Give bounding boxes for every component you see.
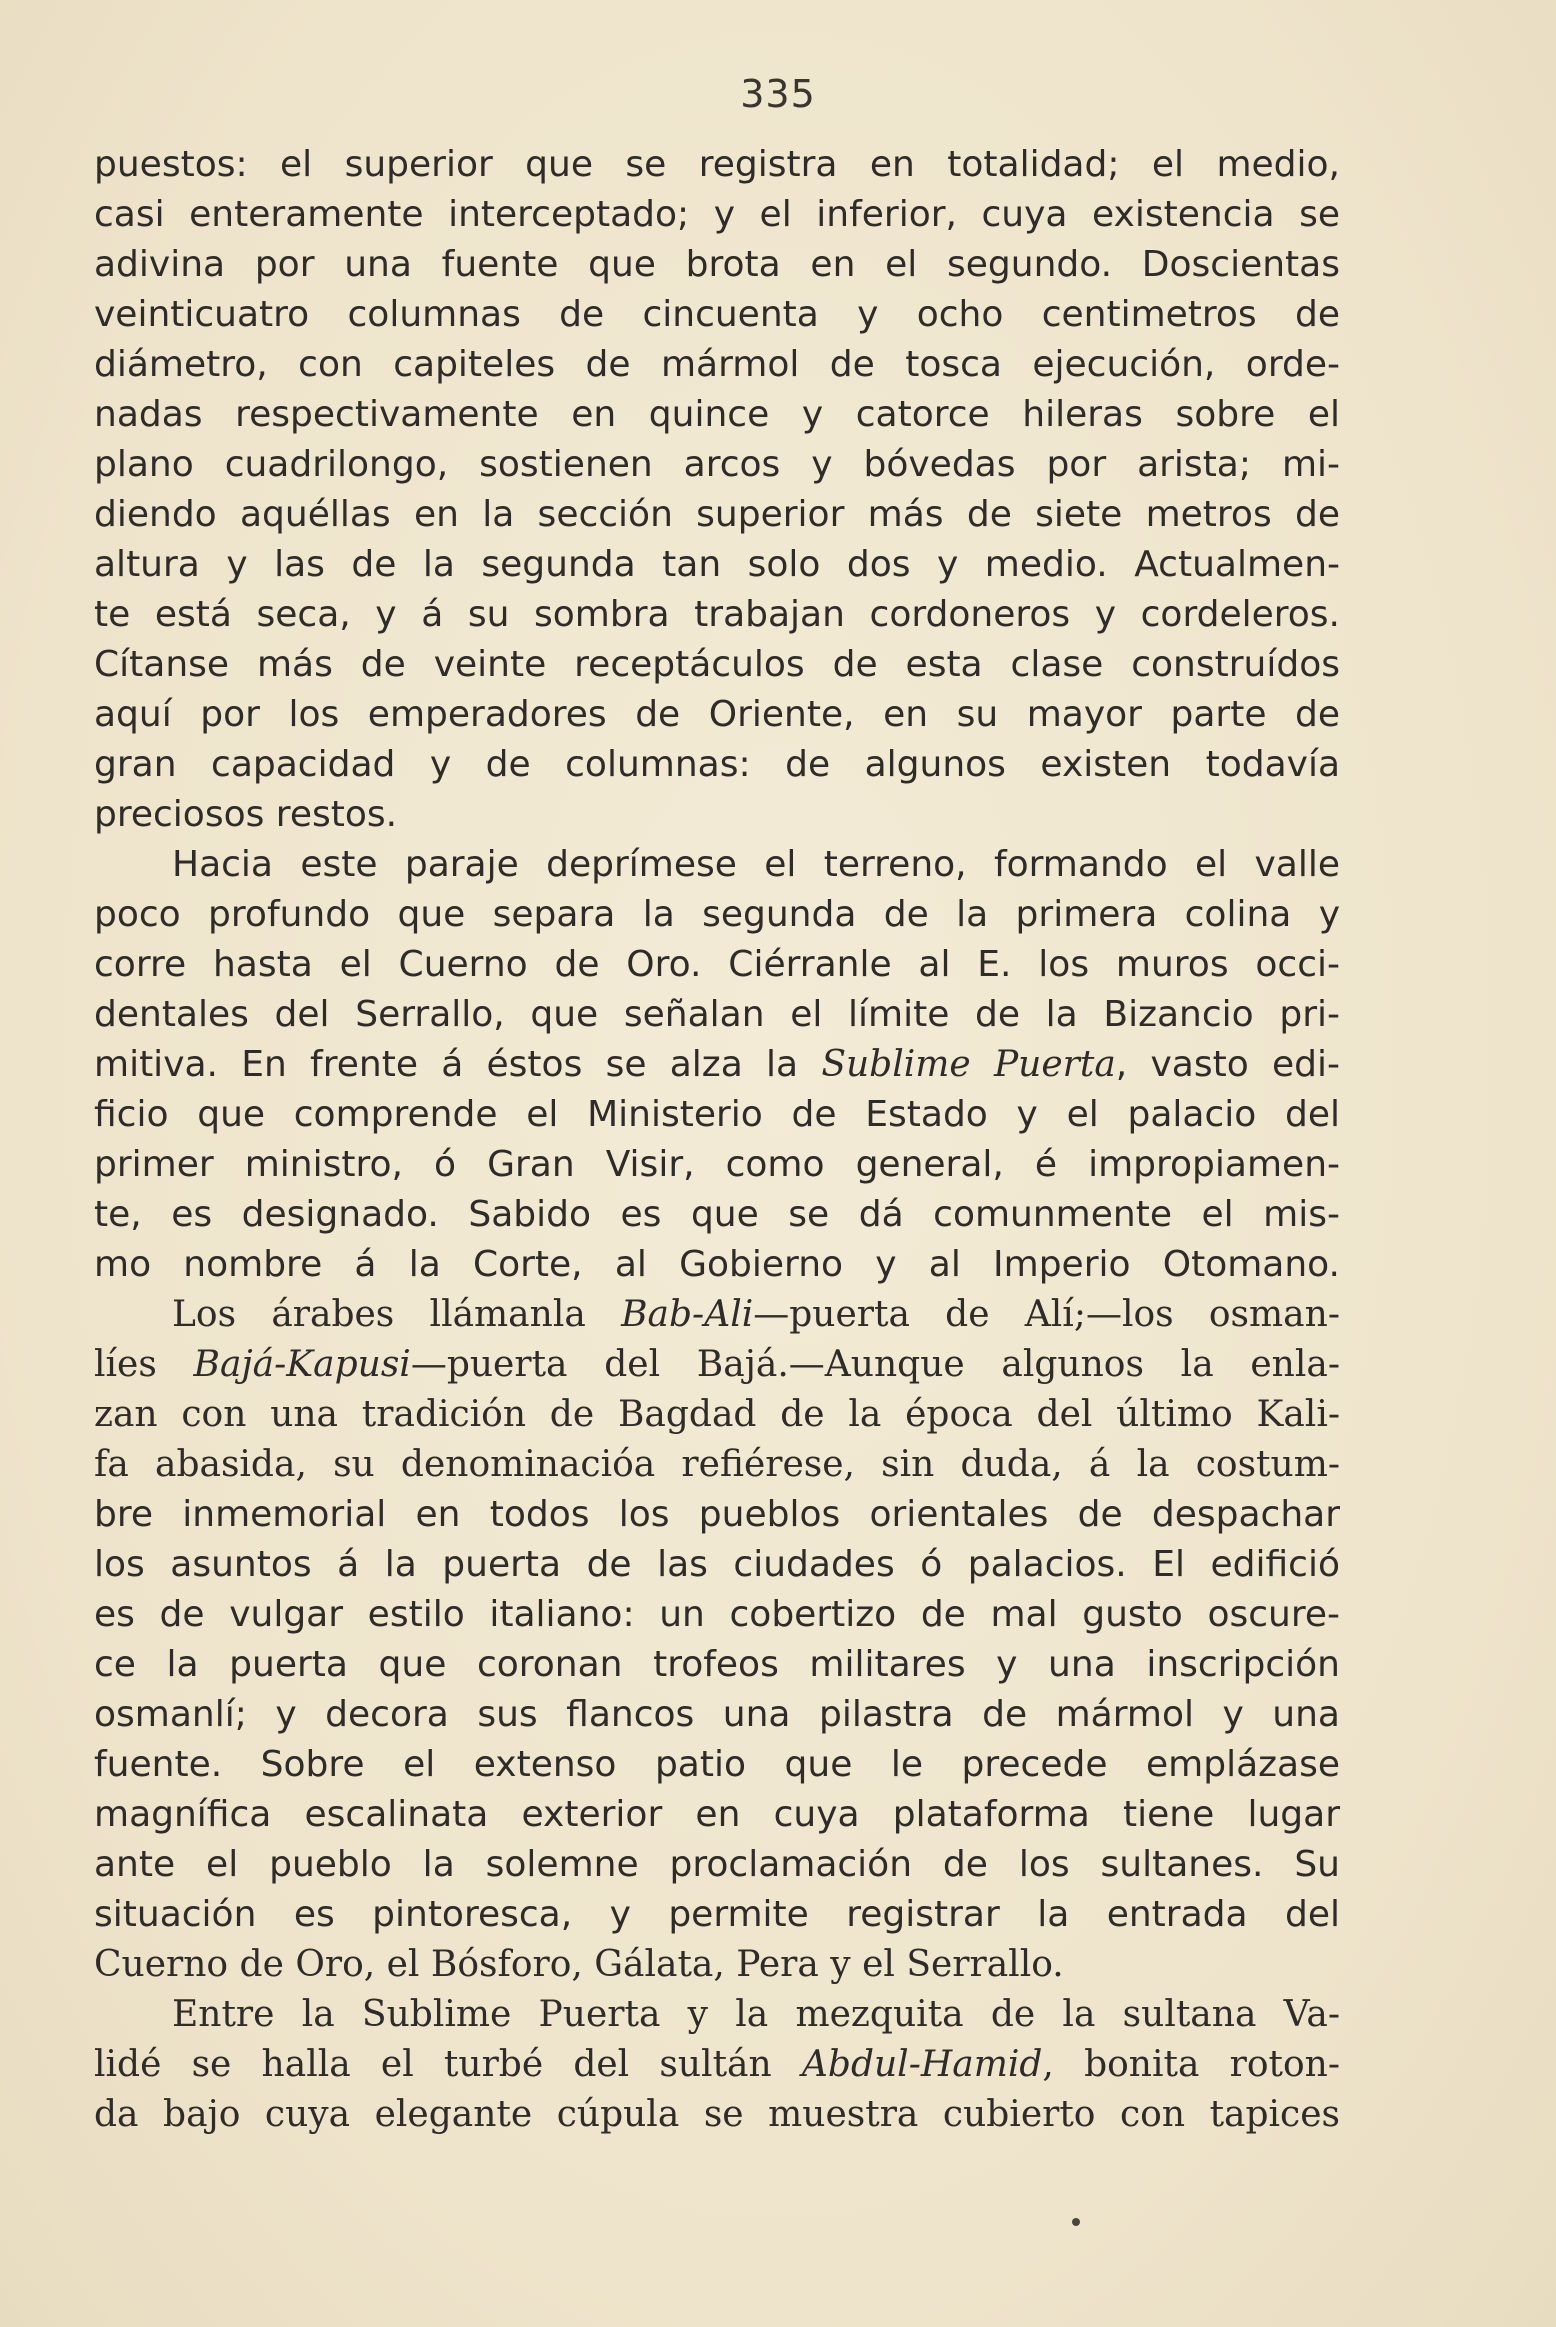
text-line: lidé se halla el turbé del sultán Abdul-Hamid, bonita roton- <box>94 2044 1340 2085</box>
text-line: gran capacidad y de columnas: de algunos existen todavía <box>94 744 1340 785</box>
text-line: diámetro, con capiteles de mármol de tosca ejecución, orde- <box>94 344 1340 385</box>
text-line: Cuerno de Oro, el Bósforo, Gálata, Pera y el Serrallo. <box>94 1944 1064 1985</box>
italic-term: Abdul-Hamid <box>801 2044 1043 2085</box>
body-text <box>94 140 1340 2140</box>
text-line: Entre la Sublime Puerta y la mezquita de la sultana Va- <box>172 1994 1340 2035</box>
text-line: diendo aquéllas en la sección superior más de siete metros de <box>94 494 1340 535</box>
text-line: dentales del Serrallo, que señalan el límite de la Bizancio pri- <box>94 994 1340 1035</box>
text-line: te está seca, y á su sombra trabajan cordoneros y cordeleros. <box>94 594 1340 635</box>
text-line: preciosos restos. <box>94 794 398 835</box>
text-line: altura y las de la segunda tan solo dos y medio. Actualmen- <box>94 544 1340 585</box>
text-line: fa abasida, su denominacióa refiérese, sin duda, á la costum- <box>94 1444 1340 1485</box>
text-line: fuente. Sobre el extenso patio que le precede emplázase <box>94 1744 1340 1785</box>
text-line: primer ministro, ó Gran Visir, como general, é impropiamen- <box>94 1144 1340 1185</box>
text-line: veinticuatro columnas de cincuenta y ocho centimetros de <box>94 294 1340 335</box>
text-line: los asuntos á la puerta de las ciudades ó palacios. El edifició <box>94 1544 1340 1585</box>
text-line: poco profundo que separa la segunda de la primera colina y <box>94 894 1340 935</box>
text-line: zan con una tradición de Bagdad de la época del último Kali- <box>94 1394 1340 1435</box>
page-number: 335 <box>740 72 816 116</box>
text-line: da bajo cuya elegante cúpula se muestra cubierto con tapices <box>94 2094 1340 2135</box>
text-line: ante el pueblo la solemne proclamación de los sultanes. Su <box>94 1844 1340 1885</box>
italic-term: Sublime Puerta <box>821 1044 1116 1085</box>
text-line: mitiva. En frente á éstos se alza la Sublime Puerta, vasto edi- <box>94 1044 1340 1085</box>
text-line: aquí por los emperadores de Oriente, en su mayor parte de <box>94 694 1340 735</box>
text-line: situación es pintoresca, y permite registrar la entrada del <box>94 1894 1340 1935</box>
text-line: adivina por una fuente que brota en el segundo. Doscientas <box>94 244 1340 285</box>
text-line: nadas respectivamente en quince y catorce hileras sobre el <box>94 394 1340 435</box>
text-line: magnífica escalinata exterior en cuya plataforma tiene lugar <box>94 1794 1340 1835</box>
text-line: Cítanse más de veinte receptáculos de esta clase construídos <box>94 644 1340 685</box>
text-line: plano cuadrilongo, sostienen arcos y bóvedas por arista; mi- <box>94 444 1340 485</box>
text-line: corre hasta el Cuerno de Oro. Ciérranle al E. los muros occi- <box>94 944 1340 985</box>
text-line: osmanlí; y decora sus flancos una pilastra de mármol y una <box>94 1694 1340 1735</box>
text-line: ce la puerta que coronan trofeos militares y una inscripción <box>94 1644 1340 1685</box>
text-line: líes Bajá-Kapusi—puerta del Bajá.—Aunque algunos la enla- <box>94 1344 1340 1385</box>
text-line: es de vulgar estilo italiano: un cobertizo de mal gusto oscure- <box>94 1594 1340 1635</box>
text-line: casi enteramente interceptado; y el inferior, cuya existencia se <box>94 194 1340 235</box>
text-line: Hacia este paraje deprímese el terreno, formando el valle <box>172 844 1340 885</box>
text-line: mo nombre á la Corte, al Gobierno y al Imperio Otomano. <box>94 1244 1340 1285</box>
italic-term: Bajá-Kapusi <box>193 1344 411 1385</box>
text-line: ficio que comprende el Ministerio de Estado y el palacio del <box>94 1094 1340 1135</box>
text-line: Los árabes llámanla Bab-Ali—puerta de Alí;—los osman- <box>172 1294 1340 1335</box>
text-line: te, es designado. Sabido es que se dá comunmente el mis- <box>94 1194 1340 1235</box>
text-line: bre inmemorial en todos los pueblos orientales de despachar <box>94 1494 1340 1535</box>
text-line: puestos: el superior que se registra en totalidad; el medio, <box>94 144 1340 185</box>
italic-term: Bab-Ali <box>621 1294 754 1335</box>
ink-speck <box>1072 2218 1080 2226</box>
